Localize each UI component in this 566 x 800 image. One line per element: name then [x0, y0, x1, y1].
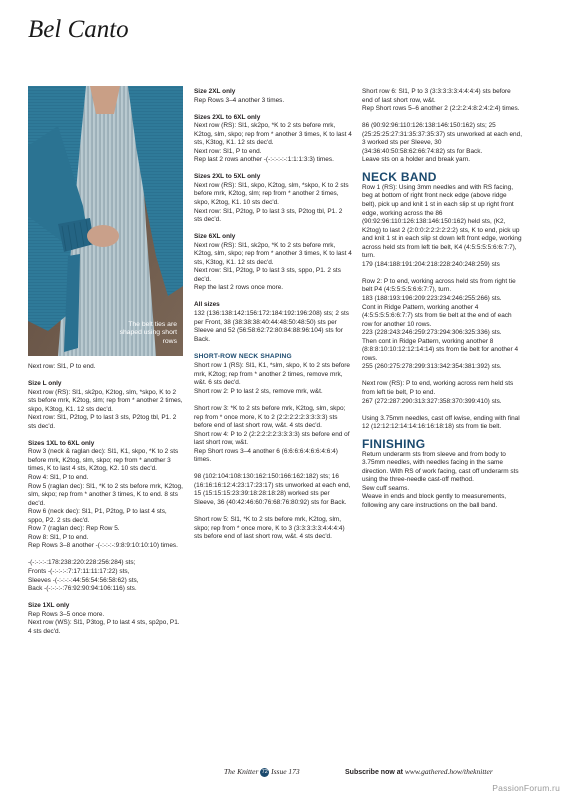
paragraph: 98 (102:104:108:130:162:150:166:162:182) sts; 16 (16:16:16:12:4:23:17:23:17) sts unworked at each end, 15 (15:15:15:23:39:18:28:18:28) worked sts per Sleeve, 36 (40:42:46:60:76:68:76:80:92) sts for Back.: [194, 473, 351, 506]
model-photo: [28, 86, 183, 356]
subscribe-line: [345, 767, 493, 776]
cardigan-illustration: [28, 86, 183, 356]
column-3: [362, 88, 522, 519]
paragraph: Short row 5: Sl1, *K to 2 sts before mrk, K2tog, slm, skpo; rep from * once more, K to 3 (3:3:3:3:3:4:4:4:4) sts before end of last short row, w&t. 4 sts dec'd.: [194, 515, 345, 541]
section-subheading: SHORT-ROW NECK SHAPING: [194, 352, 292, 360]
paragraph: Row 2: P to end, working across held sts from right tie belt P4 (4:5:5:5:5:6:6:7:7), turn. 183 (188:193:196:209:223:234:246:255:266) sts. Cont in Ridge Pattern, working another 4 (4:5:5:5:5:6:6:7:7) sts from tie belt at the end of each row for another 10 rows. 223 (228:243:246:259:273:294:306:325:336) sts. Then cont in Ridge Pattern, working another 8 (8:8:8:10:10:12:12:14:14) sts from tie belt for another 4 rows. 255 (260:275:278:299:313:342:354:381:392) sts.: [362, 277, 519, 371]
size-heading: All sizes: [194, 301, 220, 309]
paragraph: -(-:-:-:-:178:238:220:228:256:284) sts; Fronts -(-:-:-:-:7:17:11:11:17:22) sts, Sleeves -(-:-:-:-:44:56:54:56:58:62) sts, Back -(-:-:-:-:76:92:90:94:106:116) sts.: [28, 559, 139, 593]
size-heading: Size L only: [28, 380, 62, 388]
magazine-name: The Knitter: [224, 767, 259, 776]
paragraph: Short row 1 (RS): Sl1, K1, *slm, skpo, K to 2 sts before mrk, K2tog; rep from * another 2 times, remove mrk, w&t. 6 sts dec'd. Short row 2: P to last 2 sts, remove mrk, w&t.: [194, 362, 350, 395]
paragraph: Next row (RS): Sl1, sk2po, K2tog, slm, *skpo, K to 2 sts before mrk, K2tog, slm; rep from * another 2 times, skpo, K3tog, K1. 12 sts dec'd. Next row: Sl1, P2tog, P to last 3 sts, P2tog tbl, P1. 2 sts dec'd.: [28, 388, 183, 430]
paragraph: Short row 6: Sl1, P to 3 (3:3:3:3:3:4:4:4:4) sts before end of last short row, w&t. Rep Short rows 5–6 another 2 (2:2:2:4:8:2:4:2:4) times.: [362, 88, 520, 113]
column-2: [194, 88, 352, 550]
section-heading-finishing: FINISHING: [362, 437, 426, 452]
paragraph: Rep Rows 3–5 once more. Next row (WS): Sl1, P3tog, P to last 4 sts, sp2po, P1. 4 sts dec'd.: [28, 610, 180, 635]
size-heading: Size 1XL only: [28, 602, 70, 610]
paragraph: Next row (RS): P to end, working across rem held sts from left tie belt, P to end. 267 (272:287:290:313:327:358:370:399:410) sts.: [362, 380, 514, 405]
size-heading: Sizes 2XL to 6XL only: [194, 113, 261, 121]
page-number: 72: [261, 768, 268, 775]
issue-number: Issue 173: [271, 767, 300, 776]
size-heading: Size 6XL only: [194, 233, 236, 241]
paragraph: Rep Rows 3–4 another 3 times.: [194, 96, 285, 104]
page-title: Bel Canto: [28, 16, 129, 43]
paragraph: Next row (RS): Sl1, skpo, K2tog, slm, *skpo, K to 2 sts before mrk, K2tog, slm; rep from * another 2 times, skpo, K2tog, K1. 10 sts dec'd. Next row: Sl1, P2tog, P to last 3 sts, P2tog tbl, P1. 2 sts dec'd.: [194, 181, 349, 224]
paragraph: Next row: Sl1, P to end.: [28, 363, 96, 370]
magazine-info: [224, 767, 300, 777]
size-heading: Size 2XL only: [194, 88, 236, 95]
paragraph: Row 3 (neck & raglan dec): Sl1, K1, skpo, *K to 2 sts before mrk, K2tog, slm, skpo; rep from * another 3 times, K to last 4 sts, K2tog, K2. 10 sts dec'd. Row 4: Sl1, P to end. Row 5 (raglan dec): Sl1, *K to 2 sts before mrk, K2tog, slm, skpo; rep from * another 3 times, K to end. 8 sts dec'd. Row 6 (neck dec): Sl1, P1, P2tog, P to last 4 sts, sppo, P2. 2 sts dec'd. Row 7 (raglan dec): Rep Row 5. Row 8: Sl1, P to end. Rep Rows 3–8 another -(-:-:-:-:9:8:9:10:10:10) times.: [28, 448, 183, 550]
paragraph: Row 1 (RS): Using 3mm needles and with RS facing, beg at bottom of right front neck edge (above ridge belt), pick up and knit 1 st in each slip st up right front edge, working across the 86 (90:92:96:110:126:138:146:150:162) held sts, (K2, K2tog) to last 2 (2:0:0:2:2:2:2:2:2) sts, K to end, pick up and knit 1 st in each slip st down left front edge, working across held sts from left tie belt, K4 (4:5:5:5:5:6:6:7:7), turn. 179 (184:188:191:204:218:228:240:248:259) sts: [362, 183, 522, 268]
section-heading-neck-band: NECK BAND: [362, 170, 437, 185]
subscribe-text: Subscribe now at: [345, 769, 403, 776]
column-1: [28, 363, 183, 645]
paragraph: Next row (RS): Sl1, sk2po, *K to 2 sts before mrk, K2tog, slm, skpo; rep from * another 3 times, K to last 4 sts, K3tog, K1. 12 sts dec'd. Next row: Sl1, P to end. Rep last 2 rows another -(-:-:-:-:-:1:1:1:3:3) times.: [194, 122, 352, 164]
size-heading: Sizes 1XL to 6XL only: [28, 439, 95, 447]
size-heading: Sizes 2XL to 5XL only: [194, 173, 261, 181]
paragraph: 86 (90:92:96:110:126:138:146:150:162) sts; 25 (25:25:25:27:31:35:37:35:37) sts unworked at each end, 3 worked sts per Sleeve, 30 (34:36:40:50:58:62:66:74:82) sts for Back. Leave sts on a holder and break yarn.: [362, 122, 522, 164]
subscribe-url[interactable]: www.gathered.how/theknitter: [404, 767, 493, 776]
paragraph: Return underarm sts from sleeve and from body to 3.75mm needles, with needles facing in the same direction. With RS of work facing, cast off underarm sts using the three-needle cast-off method. Sew cuff seams. Weave in ends and block gently to measurements, following any care instructions on the ball band.: [362, 450, 519, 509]
watermark: PassionForum.ru: [492, 783, 560, 793]
paragraph: Using 3.75mm needles, cast off kwise, ending with final 12 (12:12:12:14:14:16:16:18:18) sts from tie belt.: [362, 414, 520, 431]
paragraph: Short row 3: *K to 2 sts before mrk, K2tog, slm, skpo; rep from * once more, K to 2 (2:2:2:2:2:3:3:3:3) sts before end of last short row, w&t. 4 sts dec'd. Short row 4: P to 2 (2:2:2:2:2:3:3:3:3) sts before end of last short row, w&t. Rep Short rows 3–4 another 6 (6:6:6:6:4:6:6:4:6:4) times.: [194, 404, 350, 464]
paragraph: Next row (RS): Sl1, sk2po, *K to 2 sts before mrk, K2tog, slm, skpo; rep from * another 3 times, K to last 4 sts, K3tog, K1. 12 sts dec'd. Next row: Sl1, P2tog, P to last 3 sts, sppo, P1. 2 sts dec'd. Rep the last 2 rows once more.: [194, 241, 352, 292]
paragraph: 132 (136:138:142:156:172:184:192:196:208) sts; 2 sts per Front, 38 (38:38:38:40:44:48:50:48:50) sts per Sleeve and 52 (56:58:62:72:80:84:88:96:104) sts for Back.: [194, 310, 349, 343]
photo-caption: The belt ties are shaped using short rows: [119, 321, 177, 345]
